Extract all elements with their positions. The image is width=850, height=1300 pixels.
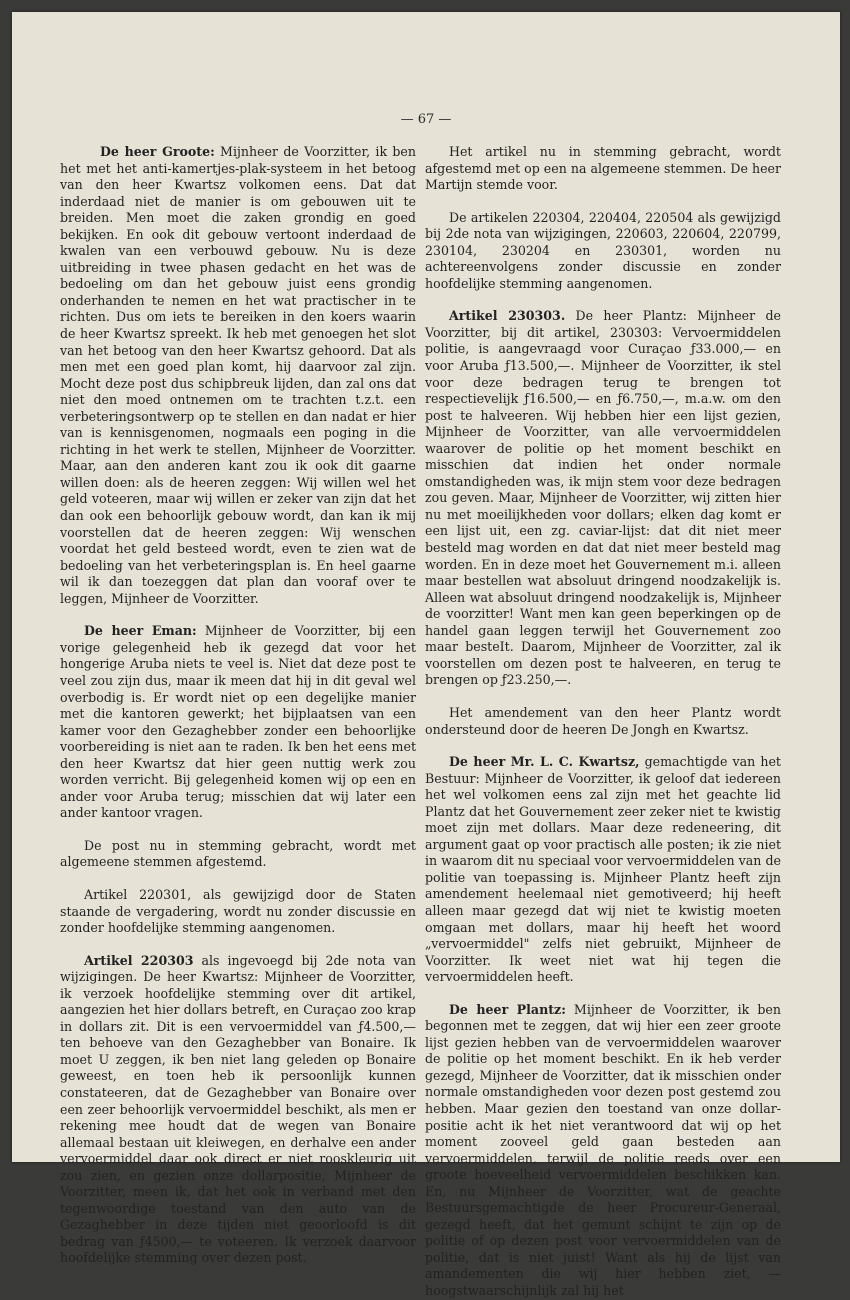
document-page <box>12 12 840 1298</box>
paragraph <box>60 838 416 871</box>
left-column <box>60 144 416 1267</box>
paragraph <box>425 308 781 689</box>
paragraph <box>60 144 416 607</box>
paragraph <box>60 953 416 1267</box>
speaker-name: De heer Mr. L. C. Kwartsz, <box>449 754 640 770</box>
paragraph-text: Mijnheer de Voorzitter, bij een vorige gelegenheid heb ik gezegd dat voor het hongerige Aruba niets te veel is. Niet dat deze post te veel zou zijn dus, maar ik meen dat hij in dit geval wel overbodig is. Er wordt niet op een degelijke manier met die kantoren gewerkt; het bijplaatsen van een kamer voor den Gezaghebber zonder een behoorlijke voorbereiding is niet aan te raden. Ik ben het eens met den heer Kwartsz dat hier geen nuttig werk zou worden verricht. Bij gelegenheid komen wij op een en ander voor Aruba terug; misschien dat wij later een ander kantoor vragen. <box>60 623 416 821</box>
speaker-name: De heer Groote: <box>100 144 215 159</box>
paragraph <box>60 887 416 937</box>
paragraph <box>425 144 781 194</box>
paragraph <box>425 705 781 738</box>
paragraph-text: gemachtigde van het Bestuur: Mijnheer de Voorzitter, ik geloof dat iedereen het wel volkomen eens zal zijn met het geachte lid Plantz dat het Gouvernement zeer zeker niet te kwistig moet zijn met dollars. Maar deze redeneering, dit argument gaat op voor practisch alle posten; ik zie niet in waarom dit nu speciaal voor vervoermiddelen van de politie van toepassing is. Mijnheer Plantz heeft zijn amendement heelemaal niet gemotiveerd; hij heeft alleen maar gezegd dat wij niet te kwistig moeten omgaan met dollars, maar hij heeft het woord „vervoermiddel" zelfs niet gebruikt, Mijnheer de Voorzitter. Ik weet niet wat hij tegen die vervoermiddelen heeft. <box>425 754 781 985</box>
paragraph-text: als ingevoegd bij 2de nota van wijzigingen. De heer Kwartsz: Mijnheer de Voorzitter, ik verzoek hoofdelijke stemming over dit artikel, aangezien het hier dollars betreft, en Curaçao zoo krap in dollars zit. Dit is een vervoermiddel van ƒ4.500,— ten behoeve van den Gezaghebber van Bonaire. Ik moet U zeggen, ik ben niet lang geleden op Bonaire geweest, en toen heb ik persoonlijk kunnen constateeren, dat de Gezaghebber van Bonaire over een zeer behoorlijk vervoermiddel beschikt, als men er rekening mee houdt dat de wegen van Bonaire allemaal bestaan uit kleiwegen, en derhalve een ander vervoermiddel daar ook direct er niet roosklеurig uit zou zien, en gezien onze dollarpositie, Mijnheer de Voorzitter, meen ik, dat het ook in verband met den tegenwoordige toestand van den auto van de Gezaghebber in deze tijden niet geoorloofd is dit bedrag van ƒ4500,— te voteeren. Ik verzoek daarvoor hoofdelijke stemming over dezen post. <box>60 952 416 1266</box>
paragraph-text: Artikel 220301, als gewijzigd door de Staten staande de vergadering, wordt nu zonder discussie en zonder hoofdelijke stemming aangenomen. <box>60 886 416 936</box>
paragraph <box>425 1002 781 1300</box>
paragraph-text: De post nu in stemming gebracht, wordt met algemeene stemmen afgestemd. <box>60 837 416 870</box>
speaker-name: De heer Eman: <box>84 623 197 639</box>
paragraph-text: Mijnheer de Voorzitter, ik ben begonnen met te zeggen, dat wij hier een zeer groote lijst gezien hebben van de vervoermiddelen waarover de politie op het moment beschikt. En ik heb verder gezegd, Mijnheer de Voorzitter, dat ik misschien onder normale omstandigheden voor dezen post gestemd zou hebben. Maar gezien den toestand van onze dollar-positie acht ik het niet verantwoord dat wij op het moment zooveel geld gaan besteden aan vervoermiddelen, terwijl de politie reeds over een groote hoeveelheid vervoermiddelen beschikken kan. En, nu Mijnheer de Voorzitter, wat de geachte Bestuursgemachtigde de heer Procureur-Generaal, gezegd heeft, dat het gemunt schijnt te zijn op de politie of op dezen post voor vervoermiddelen van de politie, dat is niet juist! Want als hij de lijst van amandementen die wij hier hebben ziet, —hoogstwaarschijnlijk zal hij het <box>425 1001 781 1298</box>
right-column <box>425 144 781 1300</box>
paragraph-text: Mijnheer de Voorzitter, ik ben het met het anti-kamertjes-plak-systeem in het betoog van den heer Kwartsz volkomen eens. Dat dat inderdaad niet de manier is om gebouwen uit te breiden. Men moet die zaken grondig en goed bekijken. En ook dit gebouw vertoont inderdaad de kwalen van een verbouwd gebouw. Nu is deze uitbreiding in twee phasen gedacht en het was de bedoeling om dan het gebouw juist eens grondig onderhanden te nemen en het wat practischer in te richten. Dus om iets te bereiken in den koers waarin de heer Kwartsz spreekt. Ik heb met genoegen het slot van het betoog van den heer Kwartsz gehoord. Dat als men met een goed plan komt, hij daarvoor zal zijn. Mocht deze post dus schipbreuk lijden, dan zal ons dat niet den moed ontnemen om te trachten t.z.t. een verbeteringsontwerp op te stellen en dan nadat er hier van is kennisgenomen, nogmaals een poging in die richting in het werk te stellen, Mijnheer de Voorzitter. Maar, aan den anderen kant zou ik ook dit gaarne willen doen: als de heeren zeggen: Wij willen wel het geld voteeren, maar wij willen er zeker van zijn dat het dan ook een behoorlijk gebouw wordt, dan kan ik mij voorstellen dat de heeren zeggen: Wij wenschen voordat het geld besteed wordt, even te zien wat de bedoeling van het verbeteringsplan is. En heel gaarne wil ik dan toezeggen dat plan dan vooraf over te leggen, Mijnheer de Voorzitter. <box>60 144 416 606</box>
page-number: — 67 — <box>400 112 452 127</box>
paragraph <box>425 210 781 293</box>
paragraph <box>60 623 416 822</box>
speaker-name: De heer Plantz: <box>449 1001 566 1017</box>
article-heading: Artikel 230303. <box>449 308 566 324</box>
paragraph <box>425 754 781 986</box>
paragraph-text: Het artikel nu in stemming gebracht, wordt afgestemd met op een na algemeene stemmen. De heer Martijn stemde voor. <box>425 144 781 193</box>
article-heading: Artikel 220303 <box>84 952 194 968</box>
paragraph-text: De artikelen 220304, 220404, 220504 als gewijzigd bij 2de nota van wijzigingen, 220603, 220604, 220799, 230104, 230204 en 230301, worden nu achtereenvolgens zonder discussie en zonder hoofdelijke stemming aangenomen. <box>425 209 781 291</box>
paragraph-text: Het amendement van den heer Plantz wordt ondersteund door de heeren De Jongh en Kwartsz. <box>425 704 781 737</box>
paragraph-text: De heer Plantz: Mijnheer de Voorzitter, bij dit artikel, 230303: Vervoermiddelen politie, is aangevraagd voor Curaçao ƒ33.000,— en voor Aruba ƒ13.500,—. Mijnheer de Voorzitter, ik stel voor deze bedragen terug te brengen tot respectievelijk ƒ16.500,— en ƒ6.750,—, m.a.w. om den post te halveeren. Wij hebben hier een lijst gezien, Mijnheer de Voorzitter, van alle vervoermiddelen waarover de politie op het moment beschikt en misschien dat indien het onder normale omstandigheden was, ik mijn stem voor deze bedragen zou geven. Maar, Mijnheer de Voorzitter, wij zitten hier nu met moeilijkheden voor dollars; elken dag komt er een lijst uit, een zg. caviar-lijst: dat dit niet meer besteld mag worden en dat dat niet meer besteld mag worden. En in deze moet het Gouvernement m.i. alleen maar bestellen wat absoluut dringend noodzakelijk is. Alleen wat absoluut dringend noodzakelijk is, Mijnheer de voorzitter! Want men kan geen beperkingen op de handel gaan leggen terwijl het Gouvernement zoo maar besteIt. Daarom, Mijnheer de Voorzitter, zal ik voorstellen om dezen post te halveeren, en terug te brengen op ƒ23.250,—. <box>425 308 781 688</box>
